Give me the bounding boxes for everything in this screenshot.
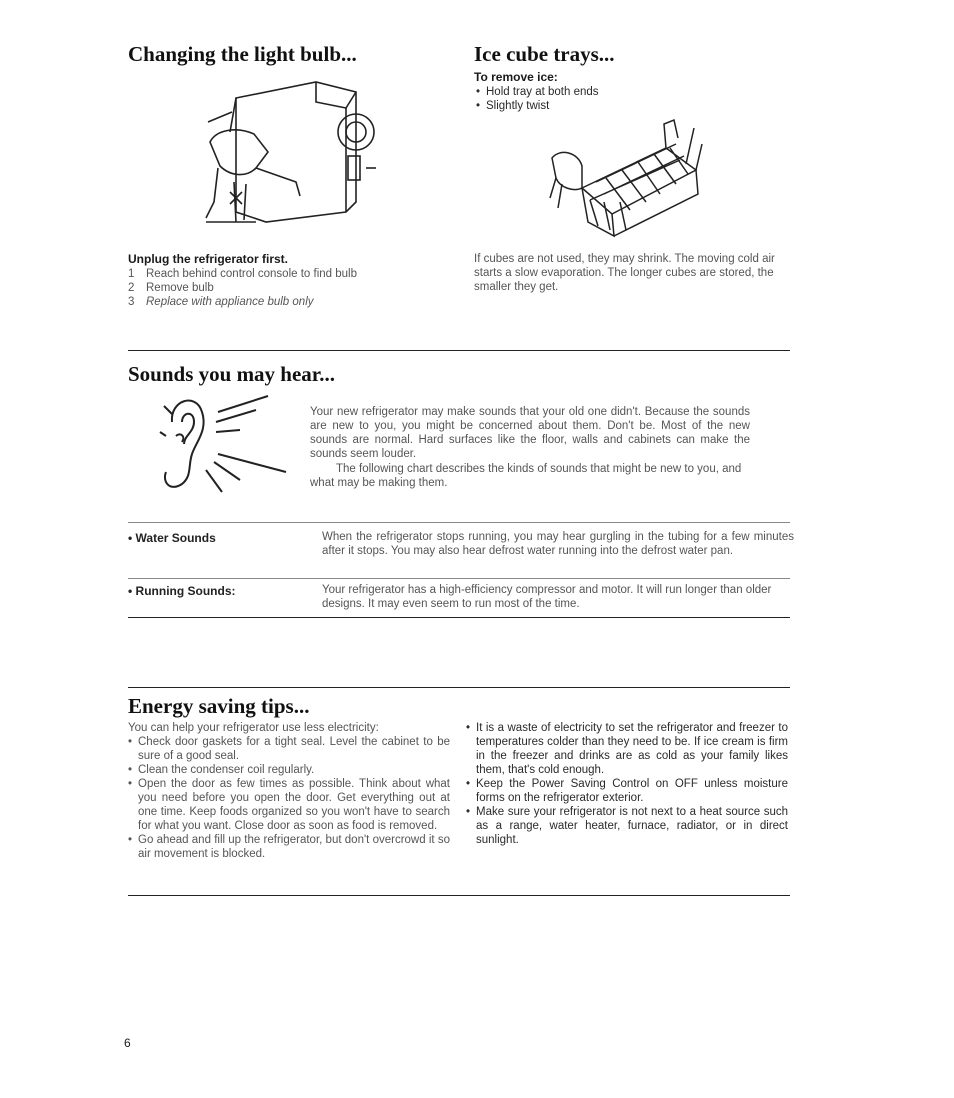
section-divider — [128, 895, 790, 896]
energy-tips-left — [128, 735, 450, 861]
ice-subtitle: To remove ice: — [474, 70, 558, 84]
ice-note: If cubes are not used, they may shrink. The moving cold air starts a slow evaporation. The longer cubes are stored, the smaller they get. — [474, 253, 775, 293]
light-bulb-illustration — [196, 72, 386, 248]
list-item: 1 Reach behind control console to find bulb — [128, 268, 357, 280]
ice-steps — [476, 85, 776, 113]
list-item: • It is a waste of electricity to set the refrigerator and freezer to temperatures colder than they need to be. If ice cream is firm in the freezer and drinks are as cold as your family likes them, that's cold enough. — [466, 721, 788, 777]
list-item: • Slightly twist — [476, 99, 776, 113]
sound-row-label: • Water Sounds — [128, 531, 216, 545]
sounds-intro: Your new refrigerator may make sounds that your old one didn't. Because the sounds are new to you, you might be concerned about them. Don't be. Most of the new sounds are normal. Hard surfaces like the floor, walls and cabinets can make the sounds seem louder. — [310, 406, 750, 460]
list-item: • Go ahead and fill up the refrigerator, but don't overcrowd it so air movement is blocked. — [128, 833, 450, 861]
list-item: • Make sure your refrigerator is not next to a heat source such as a range, water heater, furnace, radiator, or in direct sunlight. — [466, 805, 788, 847]
light-bulb-title: Changing the light bulb... — [128, 42, 357, 66]
sound-row-text: Your refrigerator has a high-efficiency compressor and motor. It will run longer than older designs. It may even seem to run most of the time. — [322, 584, 772, 610]
list-item: 3 Replace with appliance bulb only — [128, 296, 314, 308]
section-divider — [128, 687, 790, 688]
section-divider — [128, 350, 790, 351]
light-bulb-subtitle: Unplug the refrigerator first. — [128, 252, 289, 266]
energy-intro: You can help your refrigerator use less electricity: — [128, 722, 379, 734]
page-number: 6 — [124, 1036, 131, 1050]
table-divider — [128, 578, 790, 579]
sound-row-label: • Running Sounds: — [128, 584, 236, 598]
ice-tray-illustration — [548, 118, 708, 246]
energy-title: Energy saving tips... — [128, 694, 310, 718]
light-bulb-steps — [128, 267, 438, 309]
list-item: • Open the door as few times as possible. Think about what you need before you open the door. Get everything out at one time. Keep foods organized so you won't have to search for what you want. Close door as soon as food is removed. — [128, 777, 450, 833]
ice-title: Ice cube trays... — [474, 42, 615, 66]
table-divider — [128, 522, 790, 523]
sound-row-text: When the refrigerator stops running, you may hear gurgling in the tubing for a few minutes after it stops. You may also hear defrost water running into the defrost water pan. — [322, 531, 794, 557]
sounds-title: Sounds you may hear... — [128, 362, 335, 386]
list-item: • Clean the condenser coil regularly. — [128, 763, 450, 777]
list-item: • Keep the Power Saving Control on OFF unless moisture forms on the refrigerator exterior. — [466, 777, 788, 805]
energy-tips-right — [466, 721, 788, 847]
ear-icon — [156, 392, 292, 496]
list-item: • Check door gaskets for a tight seal. Level the cabinet to be sure of a good seal. — [128, 735, 450, 763]
list-item: 2 Remove bulb — [128, 282, 214, 294]
sounds-intro-2: The following chart describes the kinds of sounds that might be new to you, and what may be making them. — [310, 463, 742, 489]
table-divider — [128, 617, 790, 618]
list-item: • Hold tray at both ends — [476, 85, 776, 99]
